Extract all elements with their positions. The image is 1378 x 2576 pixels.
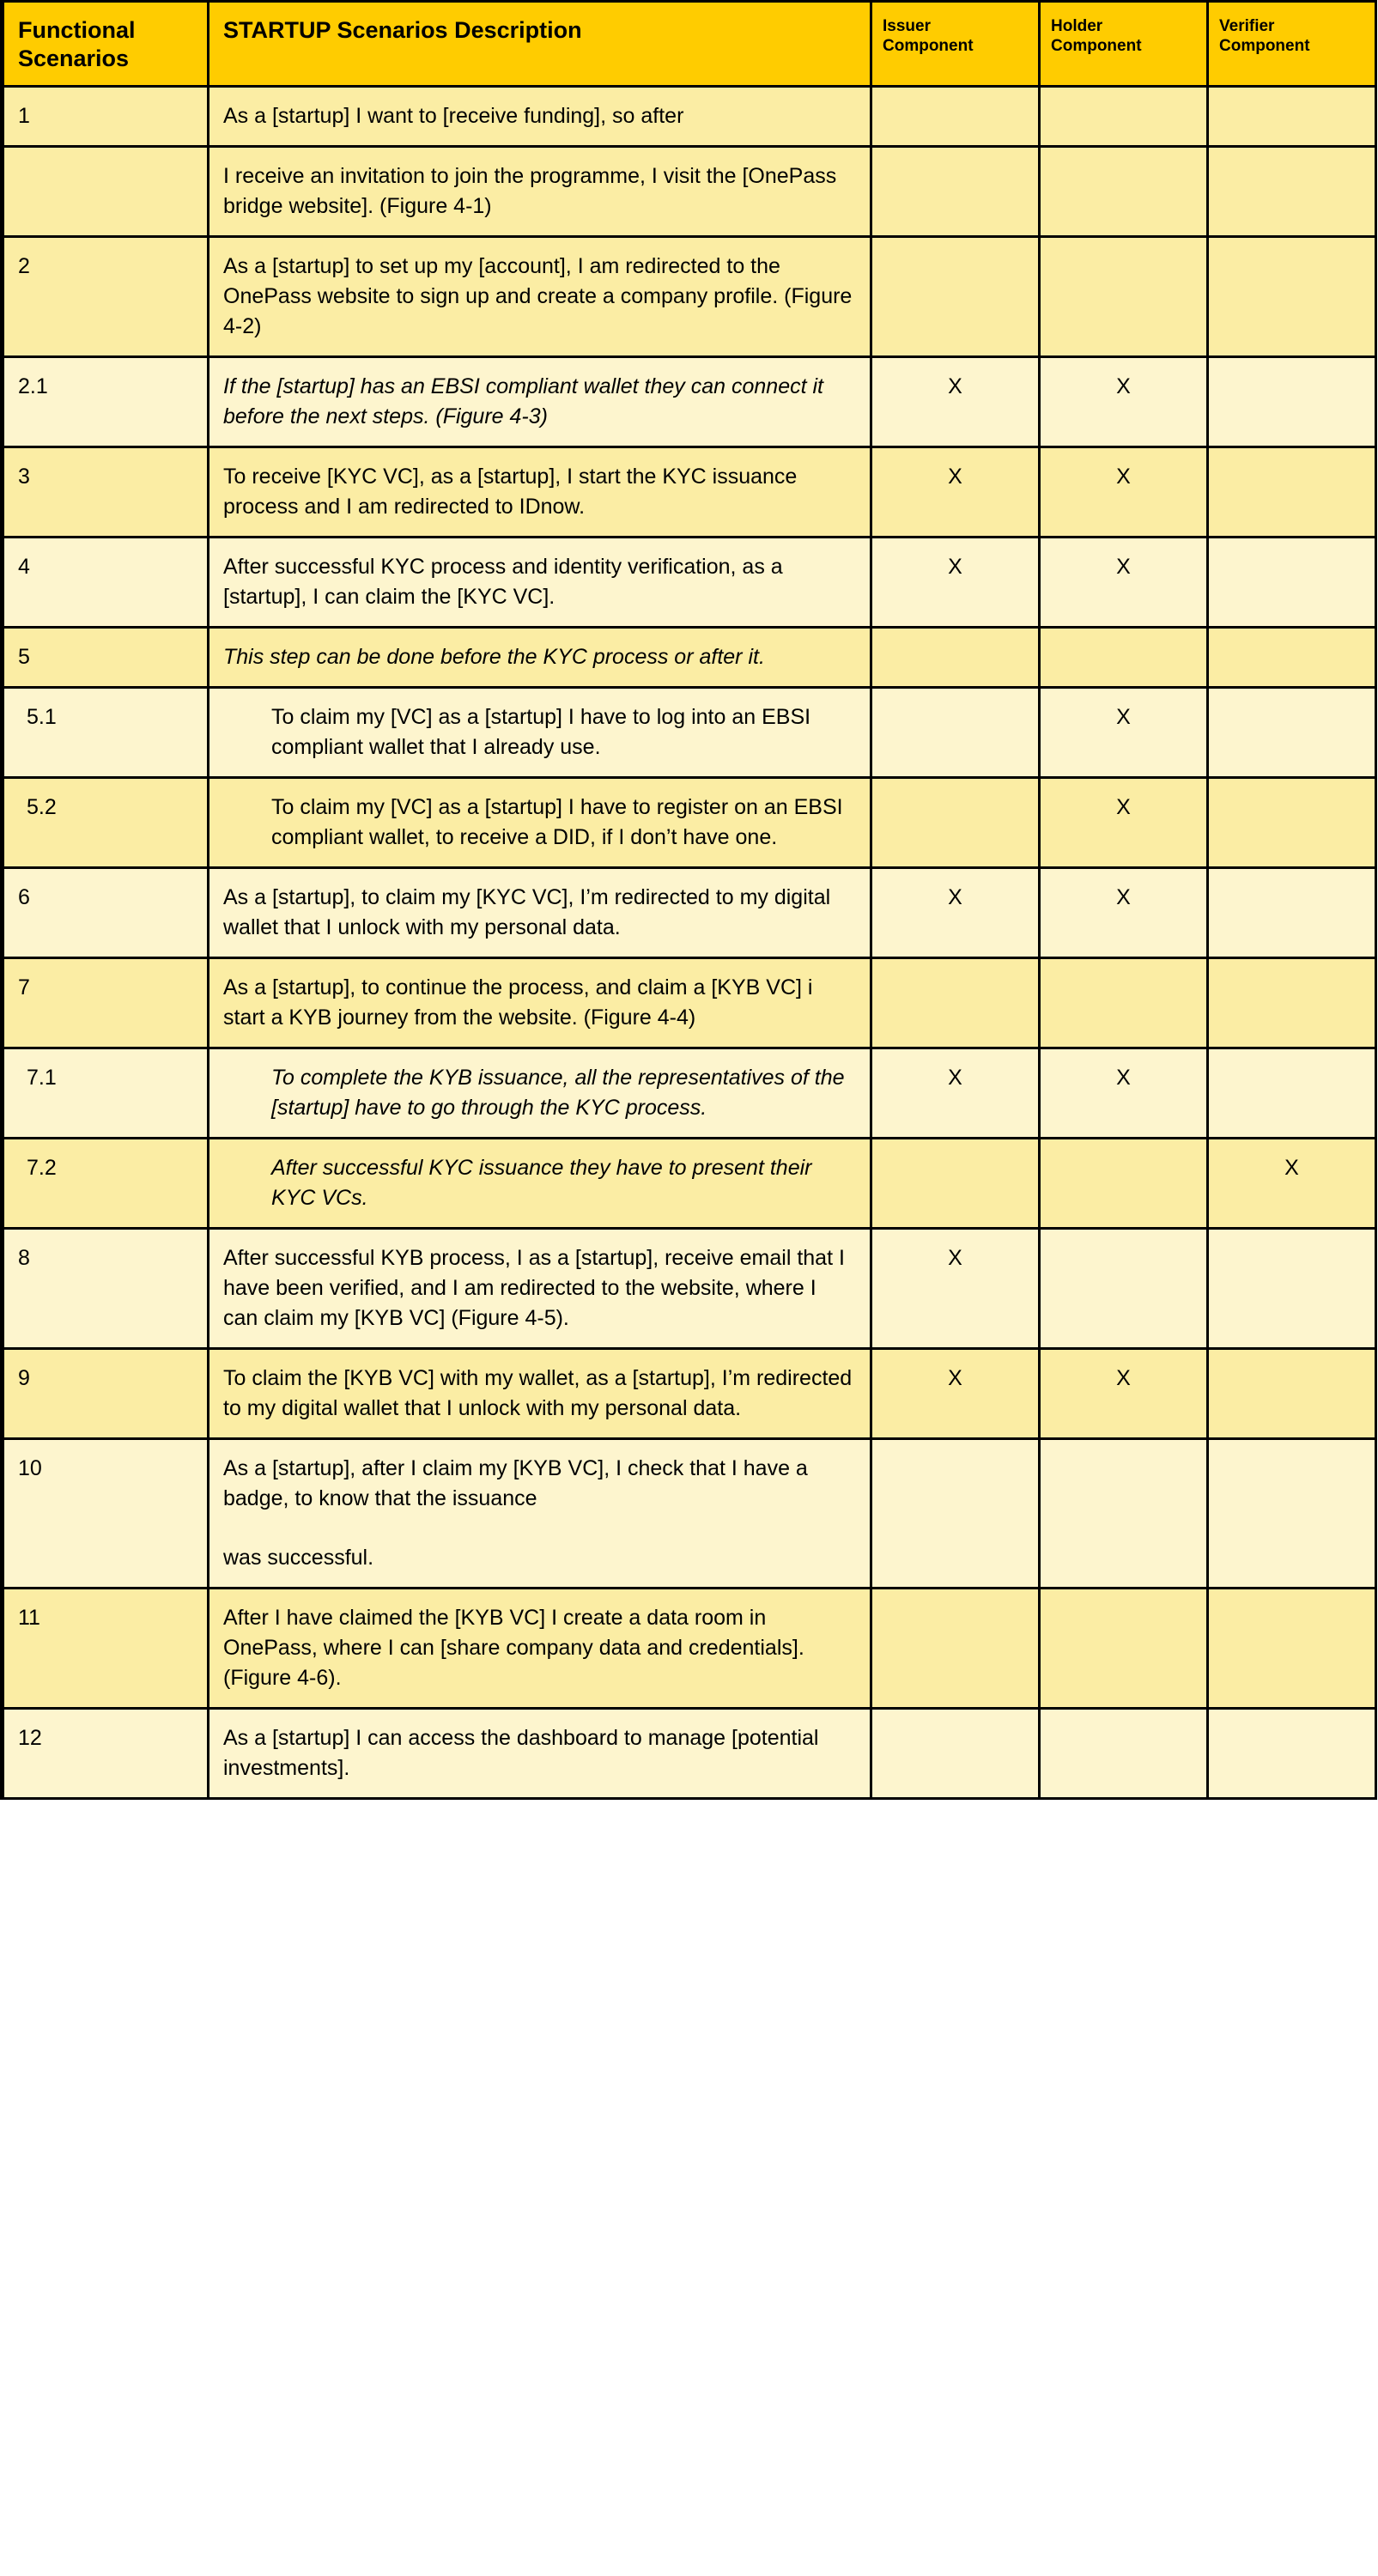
holder-component-cell bbox=[1040, 236, 1208, 356]
scenario-description-cell bbox=[209, 86, 871, 146]
issuer-component-cell: X bbox=[871, 1228, 1040, 1348]
scenario-number-cell: 7.2 bbox=[3, 1138, 209, 1228]
scenario-description-paragraph: was successful. bbox=[223, 1545, 374, 1570]
issuer-component-cell bbox=[871, 1438, 1040, 1588]
scenario-description-cell bbox=[209, 1708, 871, 1798]
table-row bbox=[3, 1438, 1376, 1588]
holder-component-cell bbox=[1040, 86, 1208, 146]
scenario-description-paragraph: After I have claimed the [KYB VC] I create a data room in OnePass, where I can [share company data and credentials]. (Figure 4-6). bbox=[223, 1605, 804, 1690]
issuer-component-cell bbox=[871, 957, 1040, 1048]
issuer-component-cell bbox=[871, 236, 1040, 356]
holder-component-cell bbox=[1040, 957, 1208, 1048]
holder-component-cell: X bbox=[1040, 1348, 1208, 1438]
verifier-component-cell bbox=[1208, 1048, 1376, 1138]
scenario-description-paragraph: As a [startup], to continue the process, and claim a [KYB VC] i start a KYB journey from the website. (Figure 4-4) bbox=[223, 975, 813, 1030]
scenario-number-cell: 2 bbox=[3, 236, 209, 356]
verifier-component-cell bbox=[1208, 1708, 1376, 1798]
verifier-component-cell bbox=[1208, 146, 1376, 236]
scenario-description-cell bbox=[209, 957, 871, 1048]
scenario-description-cell bbox=[209, 236, 871, 356]
verifier-component-cell bbox=[1208, 447, 1376, 537]
column-header-line2: Component bbox=[1051, 37, 1142, 56]
verifier-component-cell bbox=[1208, 1228, 1376, 1348]
table-body bbox=[3, 86, 1376, 1798]
scenario-description-cell bbox=[209, 1048, 871, 1138]
scenario-number-cell: 8 bbox=[3, 1228, 209, 1348]
verifier-component-cell bbox=[1208, 627, 1376, 687]
column-header-issuer-component bbox=[871, 2, 1040, 87]
scenario-number-cell: 11 bbox=[3, 1588, 209, 1708]
holder-component-cell: X bbox=[1040, 687, 1208, 777]
scenario-description-cell bbox=[209, 1438, 871, 1588]
scenario-description-cell bbox=[209, 1588, 871, 1708]
holder-component-cell bbox=[1040, 1708, 1208, 1798]
scenario-description-cell bbox=[209, 867, 871, 957]
holder-component-cell bbox=[1040, 1228, 1208, 1348]
table-row bbox=[3, 687, 1376, 777]
header-row bbox=[3, 2, 1376, 87]
scenario-number-cell: 6 bbox=[3, 867, 209, 957]
issuer-component-cell bbox=[871, 1708, 1040, 1798]
verifier-component-cell bbox=[1208, 86, 1376, 146]
scenario-description-paragraph: To complete the KYB issuance, all the representatives of the [startup] have to go through the KYC process. bbox=[271, 1065, 845, 1120]
table-row bbox=[3, 627, 1376, 687]
table-row bbox=[3, 1228, 1376, 1348]
scenario-description-cell bbox=[209, 1138, 871, 1228]
column-header-line2: Component bbox=[883, 37, 974, 56]
scenario-description-cell bbox=[209, 1348, 871, 1438]
scenario-number-cell: 2.1 bbox=[3, 356, 209, 447]
holder-component-cell: X bbox=[1040, 777, 1208, 867]
holder-component-cell bbox=[1040, 627, 1208, 687]
verifier-component-cell bbox=[1208, 687, 1376, 777]
issuer-component-cell: X bbox=[871, 356, 1040, 447]
verifier-component-cell bbox=[1208, 537, 1376, 627]
table-row bbox=[3, 1588, 1376, 1708]
column-header-line2: Scenarios bbox=[18, 45, 130, 71]
column-header-line1: Functional bbox=[18, 17, 136, 43]
column-header-description bbox=[209, 2, 871, 87]
scenario-description-paragraph: To claim the [KYB VC] with my wallet, as a [startup], I’m redirected to my digital wallet that I unlock with my personal data. bbox=[223, 1365, 853, 1420]
table-row bbox=[3, 146, 1376, 236]
scenario-description-cell bbox=[209, 777, 871, 867]
table-row bbox=[3, 86, 1376, 146]
scenario-description-paragraph: To receive [KYC VC], as a [startup], I start the KYC issuance process and I am redirected to IDnow. bbox=[223, 464, 798, 519]
column-header-line2: Component bbox=[1219, 37, 1310, 56]
issuer-component-cell: X bbox=[871, 867, 1040, 957]
scenario-number-cell: 12 bbox=[3, 1708, 209, 1798]
scenario-number-cell: 7.1 bbox=[3, 1048, 209, 1138]
scenario-description-paragraph: I receive an invitation to join the programme, I visit the [OnePass bridge website]. (Figure 4-1) bbox=[223, 163, 837, 218]
issuer-component-cell: X bbox=[871, 447, 1040, 537]
verifier-component-cell bbox=[1208, 867, 1376, 957]
issuer-component-cell: X bbox=[871, 1348, 1040, 1438]
table-row bbox=[3, 236, 1376, 356]
verifier-component-cell bbox=[1208, 356, 1376, 447]
scenario-description-paragraph: After successful KYB process, I as a [startup], receive email that I have been verified, and I am redirected to the website, where I can claim my [KYB VC] (Figure 4-5). bbox=[223, 1245, 845, 1330]
column-header-line1: Issuer bbox=[883, 17, 931, 35]
scenario-description-cell bbox=[209, 537, 871, 627]
scenario-description-cell bbox=[209, 356, 871, 447]
scenario-description-paragraph: As a [startup] I can access the dashboard to manage [potential investments]. bbox=[223, 1725, 819, 1780]
issuer-component-cell bbox=[871, 86, 1040, 146]
issuer-component-cell bbox=[871, 687, 1040, 777]
scenario-description-paragraph: After successful KYC process and identity verification, as a [startup], I can claim the [KYC VC]. bbox=[223, 554, 783, 609]
scenario-number-cell: 10 bbox=[3, 1438, 209, 1588]
scenario-description-paragraph: After successful KYC issuance they have to present their KYC VCs. bbox=[271, 1155, 812, 1210]
table-row bbox=[3, 1708, 1376, 1798]
holder-component-cell: X bbox=[1040, 867, 1208, 957]
holder-component-cell bbox=[1040, 1138, 1208, 1228]
scenario-description-paragraph: To claim my [VC] as a [startup] I have to log into an EBSI compliant wallet that I already use. bbox=[271, 704, 811, 759]
scenario-description-cell bbox=[209, 146, 871, 236]
issuer-component-cell bbox=[871, 1138, 1040, 1228]
verifier-component-cell bbox=[1208, 777, 1376, 867]
scenario-description-paragraph: As a [startup] to set up my [account], I am redirected to the OnePass website to sign up and create a company profile. (Figure 4-2) bbox=[223, 253, 853, 338]
scenario-description-paragraph: If the [startup] has an EBSI compliant wallet they can connect it before the next steps. (Figure 4-3) bbox=[223, 374, 823, 428]
scenario-description-paragraph: As a [startup], after I claim my [KYB VC], I check that I have a badge, to know that the issuance bbox=[223, 1455, 808, 1510]
scenario-number-cell: 3 bbox=[3, 447, 209, 537]
scenario-description-cell bbox=[209, 687, 871, 777]
table-row bbox=[3, 1048, 1376, 1138]
issuer-component-cell: X bbox=[871, 1048, 1040, 1138]
scenario-description-paragraph: As a [startup] I want to [receive funding], so after bbox=[223, 103, 684, 128]
holder-component-cell: X bbox=[1040, 447, 1208, 537]
table-row bbox=[3, 537, 1376, 627]
scenario-description-cell bbox=[209, 627, 871, 687]
issuer-component-cell: X bbox=[871, 537, 1040, 627]
scenario-description-paragraph: To claim my [VC] as a [startup] I have to register on an EBSI compliant wallet, to receive a DID, if I don’t have one. bbox=[271, 794, 843, 849]
scenario-number-cell: 7 bbox=[3, 957, 209, 1048]
scenario-number-cell: 1 bbox=[3, 86, 209, 146]
holder-component-cell: X bbox=[1040, 356, 1208, 447]
column-header-line1: STARTUP Scenarios Description bbox=[223, 17, 582, 43]
column-header-functional-scenarios bbox=[3, 2, 209, 87]
scenario-number-cell: 5 bbox=[3, 627, 209, 687]
holder-component-cell: X bbox=[1040, 1048, 1208, 1138]
table-row bbox=[3, 356, 1376, 447]
issuer-component-cell bbox=[871, 1588, 1040, 1708]
holder-component-cell bbox=[1040, 1588, 1208, 1708]
issuer-component-cell bbox=[871, 627, 1040, 687]
table-row bbox=[3, 1348, 1376, 1438]
holder-component-cell bbox=[1040, 146, 1208, 236]
holder-component-cell: X bbox=[1040, 537, 1208, 627]
column-header-line1: Holder bbox=[1051, 17, 1103, 35]
scenario-description-paragraph: This step can be done before the KYC process or after it. bbox=[223, 644, 765, 669]
scenario-number-cell: 4 bbox=[3, 537, 209, 627]
table-row bbox=[3, 867, 1376, 957]
table-row bbox=[3, 1138, 1376, 1228]
verifier-component-cell bbox=[1208, 1588, 1376, 1708]
column-header-line1: Verifier bbox=[1219, 17, 1275, 35]
issuer-component-cell bbox=[871, 777, 1040, 867]
scenario-description-cell bbox=[209, 447, 871, 537]
table-row bbox=[3, 957, 1376, 1048]
table-header bbox=[3, 2, 1376, 87]
scenario-number-cell: 5.1 bbox=[3, 687, 209, 777]
verifier-component-cell bbox=[1208, 1438, 1376, 1588]
verifier-component-cell: X bbox=[1208, 1138, 1376, 1228]
scenario-number-cell: 5.2 bbox=[3, 777, 209, 867]
scenario-number-cell bbox=[3, 146, 209, 236]
verifier-component-cell bbox=[1208, 957, 1376, 1048]
holder-component-cell bbox=[1040, 1438, 1208, 1588]
column-header-verifier-component bbox=[1208, 2, 1376, 87]
issuer-component-cell bbox=[871, 146, 1040, 236]
column-header-holder-component bbox=[1040, 2, 1208, 87]
verifier-component-cell bbox=[1208, 236, 1376, 356]
table-row bbox=[3, 777, 1376, 867]
table-row bbox=[3, 447, 1376, 537]
scenario-description-cell bbox=[209, 1228, 871, 1348]
scenario-number-cell: 9 bbox=[3, 1348, 209, 1438]
scenario-description-paragraph: As a [startup], to claim my [KYC VC], I’m redirected to my digital wallet that I unlock with my personal data. bbox=[223, 884, 831, 939]
verifier-component-cell bbox=[1208, 1348, 1376, 1438]
